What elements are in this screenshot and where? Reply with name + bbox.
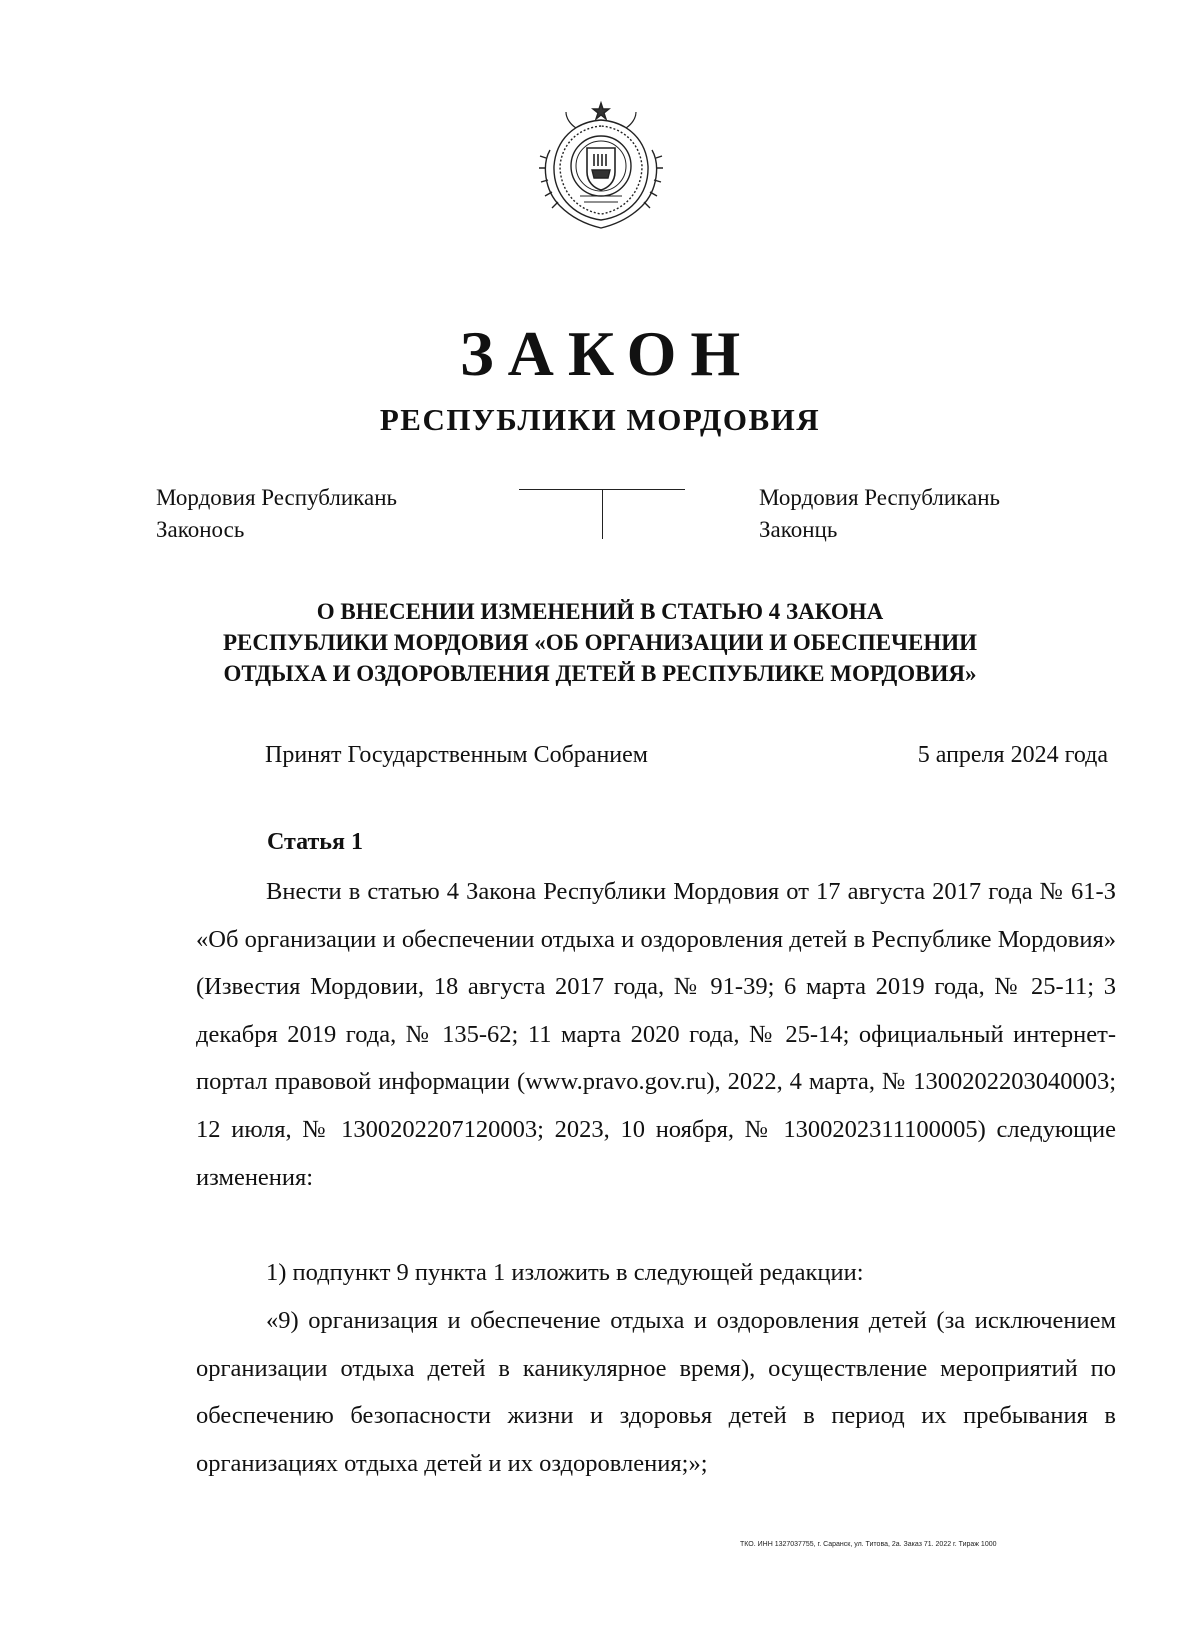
article-paragraph-2: 1) подпункт 9 пункта 1 изложить в следующей редакции: xyxy=(266,1259,864,1286)
left-label-line1: Мордовия Республикань xyxy=(156,485,398,510)
right-label-line1: Мордовия Республикань xyxy=(759,485,1001,510)
title-line2: РЕСПУБЛИКИ МОРДОВИЯ «ОБ ОРГАНИЗАЦИИ И ОБЕСПЕЧЕНИИ xyxy=(222,630,978,655)
left-label-line2: Законось xyxy=(156,517,245,542)
coat-of-arms-emblem xyxy=(536,98,666,238)
right-label-line2: Законць xyxy=(759,517,838,542)
header-separator-vertical xyxy=(602,489,603,539)
article-paragraph-3: «9) организация и обеспечение отдыха и оздоровления детей (за исключением организации отдыха детей в каникулярное время), осуществление мероприятий по обеспечению безопасности жизни и здоровья детей в период их пребывания в организациях отдыха детей и их оздоровления;»; xyxy=(196,1307,1116,1477)
adoption-date: 5 апреля 2024 года xyxy=(917,742,1108,768)
title-line1: О ВНЕСЕНИИ ИЗМЕНЕНИЙ В СТАТЬЮ 4 ЗАКОНА xyxy=(316,599,884,624)
right-side-label xyxy=(759,482,1000,546)
print-footer-note: ТКО. ИНН 1327037755, г. Саранск, ул. Титова, 2а. Заказ 71. 2022 г. Тираж 1000 xyxy=(740,1541,997,1548)
document-title xyxy=(0,596,1200,689)
law-subheading: РЕСПУБЛИКИ МОРДОВИЯ xyxy=(379,402,821,437)
left-side-label xyxy=(156,482,397,546)
article-heading: Статья 1 xyxy=(267,829,363,855)
title-line3: ОТДЫХА И ОЗДОРОВЛЕНИЯ ДЕТЕЙ В РЕСПУБЛИКЕ МОРДОВИЯ» xyxy=(223,661,977,686)
adoption-label: Принят Государственным Собранием xyxy=(265,742,648,768)
article-paragraph-1: Внести в статью 4 Закона Республики Мордовия от 17 августа 2017 года № 61-З «Об организации и обеспечении отдыха и оздоровления детей в Республике Мордовия» (Известия Мордовии, 18 августа 2017 года, № 91-39; 6 марта 2019 года, № 25-11; 3 декабря 2019 года, № 135-62; 11 марта 2020 года, № 25-14; официальный интернет-портал правовой информации (www.pravo.gov.ru), 2022, 4 марта, № 1300202203040003; 12 июля, № 1300202207120003; 2023, 10 ноября, № 1300202311100005) следующие изменения: xyxy=(196,878,1116,1191)
law-heading: ЗАКОН xyxy=(459,318,755,389)
